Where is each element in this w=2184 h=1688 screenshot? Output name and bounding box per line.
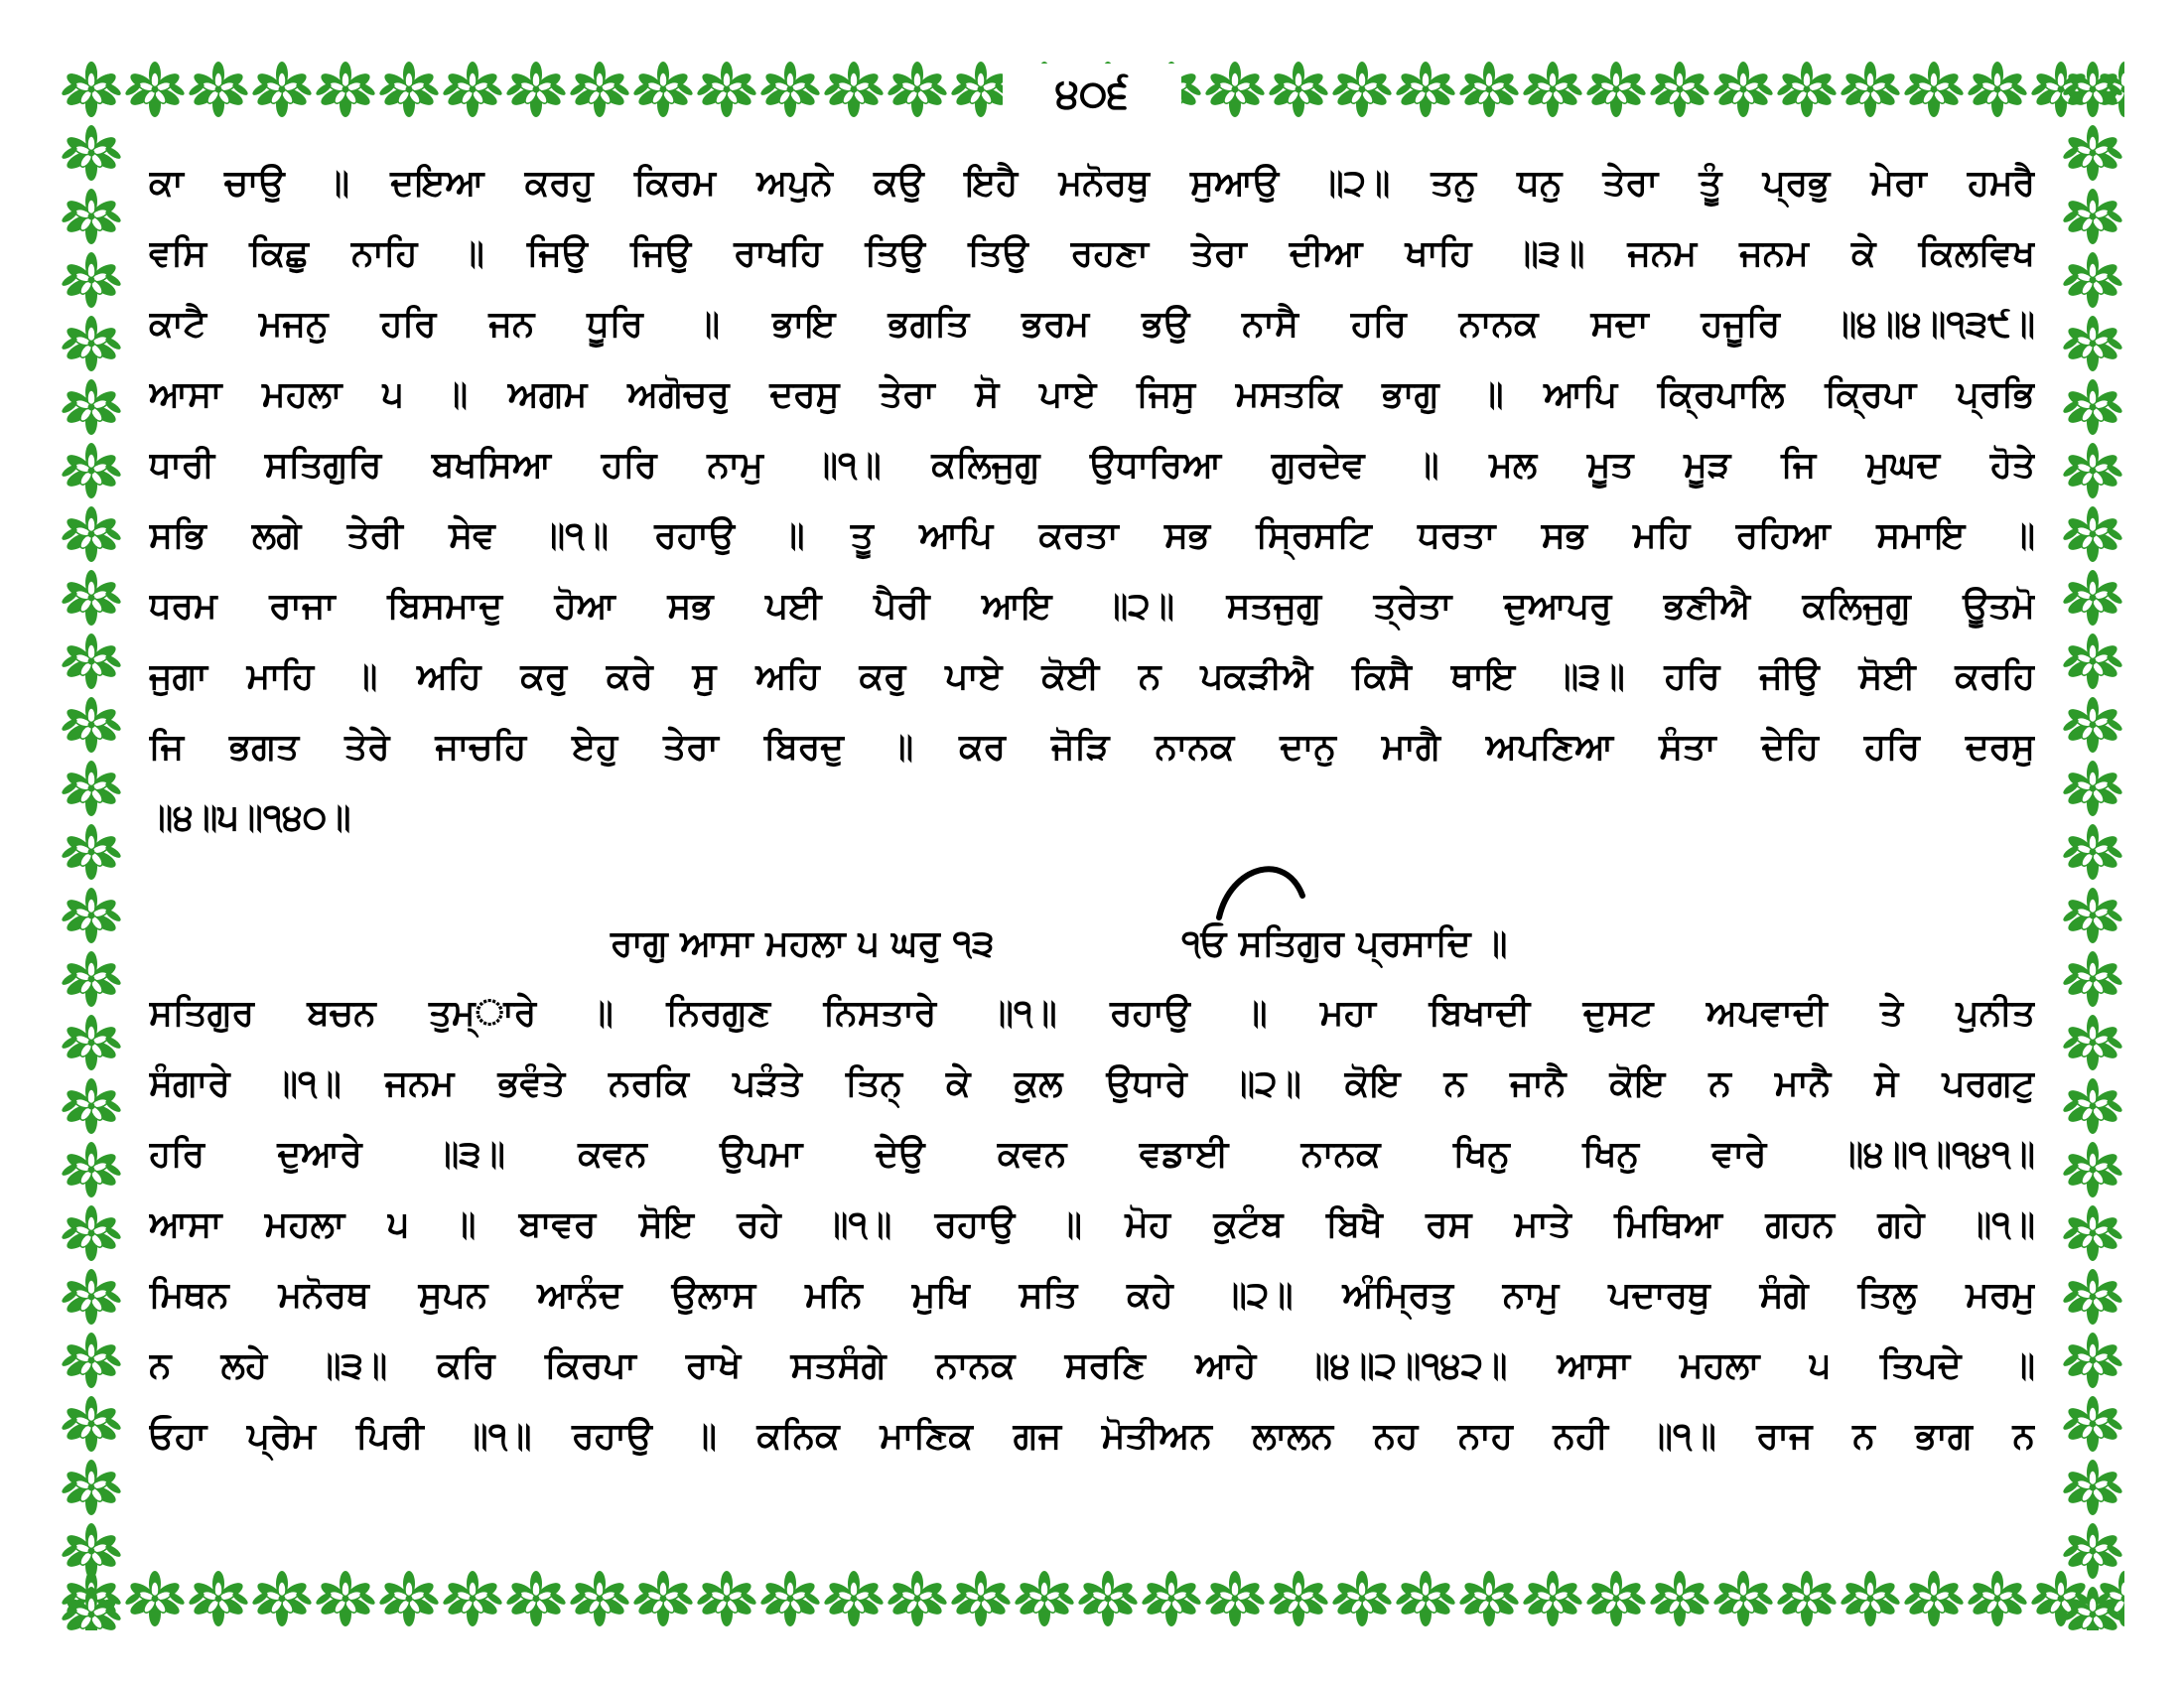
scripture-text (149, 157, 2035, 1480)
raag-heading: ਰਾਗੁ ਆਸਾ ਮਹਲਾ ੫ ਘਰੁ ੧੩ (611, 923, 995, 964)
text-line: ਓਹਾ ਪ੍ਰੇਮ ਪਿਰੀ ॥੧॥ ਰਹਾਉ ॥ ਕਨਿਕ ਮਾਣਿਕ ਗਜ ਮੋਤੀਅਨ ਲਾਲਨ ਨਹ ਨਾਹ ਨਹੀ ॥੧॥ ਰਾਜ ਨ ਭਾਗ ਨ (149, 1416, 2035, 1457)
text-line: ਮਿਥਨ ਮਨੋਰਥ ਸੁਪਨ ਆਨੰਦ ਉਲਾਸ ਮਨਿ ਮੁਖਿ ਸਤਿ ਕਹੇ ॥੨॥ ਅੰਮ੍ਰਿਤੁ ਨਾਮੁ ਪਦਾਰਥੁ ਸੰਗੇ ਤਿਲੁ ਮਰਮੁ (149, 1275, 2035, 1316)
section-heading (149, 914, 2035, 975)
text-line: ਨ ਲਹੇ ॥੩॥ ਕਰਿ ਕਿਰਪਾ ਰਾਖੇ ਸਤਸੰਗੇ ਨਾਨਕ ਸਰਣਿ ਆਹੇ ॥੪॥੨॥੧੪੨॥ ਆਸਾ ਮਹਲਾ ੫ ਤਿਪਦੇ ॥ (149, 1345, 2035, 1386)
text-line: ਕਾ ਚਾਉ ॥ ਦਇਆ ਕਰਹੁ ਕਿਰਮ ਅਪੁਨੇ ਕਉ ਇਹੈ ਮਨੋਰਥੁ ਸੁਆਉ ॥੨॥ ਤਨੁ ਧਨੁ ਤੇਰਾ ਤੂੰ ਪ੍ਰਭੁ ਮੇਰਾ ਹਮਰੈ (149, 163, 2035, 204)
text-line: ਜੁਗਾ ਮਾਹਿ ॥ ਅਹਿ ਕਰੁ ਕਰੇ ਸੁ ਅਹਿ ਕਰੁ ਪਾਏ ਕੋਈ ਨ ਪਕੜੀਐ ਕਿਸੈ ਥਾਇ ॥੩॥ ਹਰਿ ਜੀਉ ਸੋਈ ਕਰਹਿ (149, 656, 2035, 697)
border-right-flower-icon (2061, 58, 2124, 1630)
text-line: ਕਾਟੈ ਮਜਨੁ ਹਰਿ ਜਨ ਧੂਰਿ ॥ ਭਾਇ ਭਗਤਿ ਭਰਮ ਭਉ ਨਾਸੈ ਹਰਿ ਨਾਨਕ ਸਦਾ ਹਜੂਰਿ ॥੪॥੪॥੧੩੯॥ (149, 304, 2035, 345)
text-line: ਸਭਿ ਲਗੇ ਤੇਰੀ ਸੇਵ ॥੧॥ ਰਹਾਉ ॥ ਤੂ ਆਪਿ ਕਰਤਾ ਸਭ ਸ੍ਰਿਸਟਿ ਧਰਤਾ ਸਭ ਮਹਿ ਰਹਿਆ ਸਮਾਇ ॥ (149, 515, 2035, 556)
text-line: ਜਿ ਭਗਤ ਤੇਰੇ ਜਾਚਹਿ ਏਹੁ ਤੇਰਾ ਬਿਰਦੁ ॥ ਕਰ ਜੋੜਿ ਨਾਨਕ ਦਾਨੁ ਮਾਗੈ ਅਪਣਿਆ ਸੰਤਾ ਦੇਹਿ ਹਰਿ ਦਰਸੁ (149, 727, 2035, 768)
text-line: ਸਤਿਗੁਰ ਬਚਨ ਤੁਮ੍ਾਰੇ ॥ ਨਿਰਗੁਣ ਨਿਸਤਾਰੇ ॥੧॥ ਰਹਾਉ ॥ ਮਹਾ ਬਿਖਾਦੀ ਦੁਸਟ ਅਪਵਾਦੀ ਤੇ ਪੁਨੀਤ (149, 993, 2035, 1034)
text-line: ਸੰਗਾਰੇ ॥੧॥ ਜਨਮ ਭਵੰਤੇ ਨਰਕਿ ਪੜੰਤੇ ਤਿਨ੍ ਕੇ ਕੁਲ ਉਧਾਰੇ ॥੨॥ ਕੋਇ ਨ ਜਾਨੈ ਕੋਇ ਨ ਮਾਨੈ ਸੇ ਪਰਗਟੁ (149, 1063, 2035, 1104)
border-left-flower-icon (60, 58, 123, 1630)
text-line: ਆਸਾ ਮਹਲਾ ੫ ॥ ਬਾਵਰ ਸੋਇ ਰਹੇ ॥੧॥ ਰਹਾਉ ॥ ਮੋਹ ਕੁਟੰਬ ਬਿਖੈ ਰਸ ਮਾਤੇ ਮਿਥਿਆ ਗਹਨ ਗਹੇ ॥੧॥ (149, 1204, 2035, 1245)
mool-heading: ੧ਓ ਸਤਿਗੁਰ ਪ੍ਰਸਾਦਿ ॥ (1181, 923, 1508, 964)
text-line: ਵਸਿ ਕਿਛੁ ਨਾਹਿ ॥ ਜਿਉ ਜਿਉ ਰਾਖਹਿ ਤਿਉ ਤਿਉ ਰਹਣਾ ਤੇਰਾ ਦੀਆ ਖਾਹਿ ॥੩॥ ਜਨਮ ਜਨਮ ਕੇ ਕਿਲਵਿਖ (149, 233, 2035, 274)
page-number: ੪੦੬ (1003, 64, 1181, 123)
border-bottom-flower-icon (60, 1567, 2124, 1630)
text-line: ਧਾਰੀ ਸਤਿਗੁਰਿ ਬਖਸਿਆ ਹਰਿ ਨਾਮੁ ॥੧॥ ਕਲਿਜੁਗੁ ਉਧਾਰਿਆ ਗੁਰਦੇਵ ॥ ਮਲ ਮੂਤ ਮੂੜ ਜਿ ਮੁਘਦ ਹੋਤੇ (149, 445, 2035, 486)
text-line: ॥੪॥੫॥੧੪੦॥ (149, 797, 351, 838)
text-line: ਹਰਿ ਦੁਆਰੇ ॥੩॥ ਕਵਨ ਉਪਮਾ ਦੇਉ ਕਵਨ ਵਡਾਈ ਨਾਨਕ ਖਿਨੁ ਖਿਨੁ ਵਾਰੇ ॥੪॥੧॥੧੪੧॥ (149, 1134, 2035, 1175)
text-line: ਆਸਾ ਮਹਲਾ ੫ ॥ ਅਗਮ ਅਗੋਚਰੁ ਦਰਸੁ ਤੇਰਾ ਸੋ ਪਾਏ ਜਿਸੁ ਮਸਤਕਿ ਭਾਗੁ ॥ ਆਪਿ ਕ੍ਰਿਪਾਲਿ ਕ੍ਰਿਪਾ ਪ੍ਰਭਿ (149, 374, 2035, 415)
text-line: ਧਰਮ ਰਾਜਾ ਬਿਸਮਾਦੁ ਹੋਆ ਸਭ ਪਈ ਪੈਰੀ ਆਇ ॥੨॥ ਸਤਜੁਗੁ ਤ੍ਰੇਤਾ ਦੁਆਪਰੁ ਭਣੀਐ ਕਲਿਜੁਗੁ ਊਤਮੋ (149, 586, 2035, 627)
